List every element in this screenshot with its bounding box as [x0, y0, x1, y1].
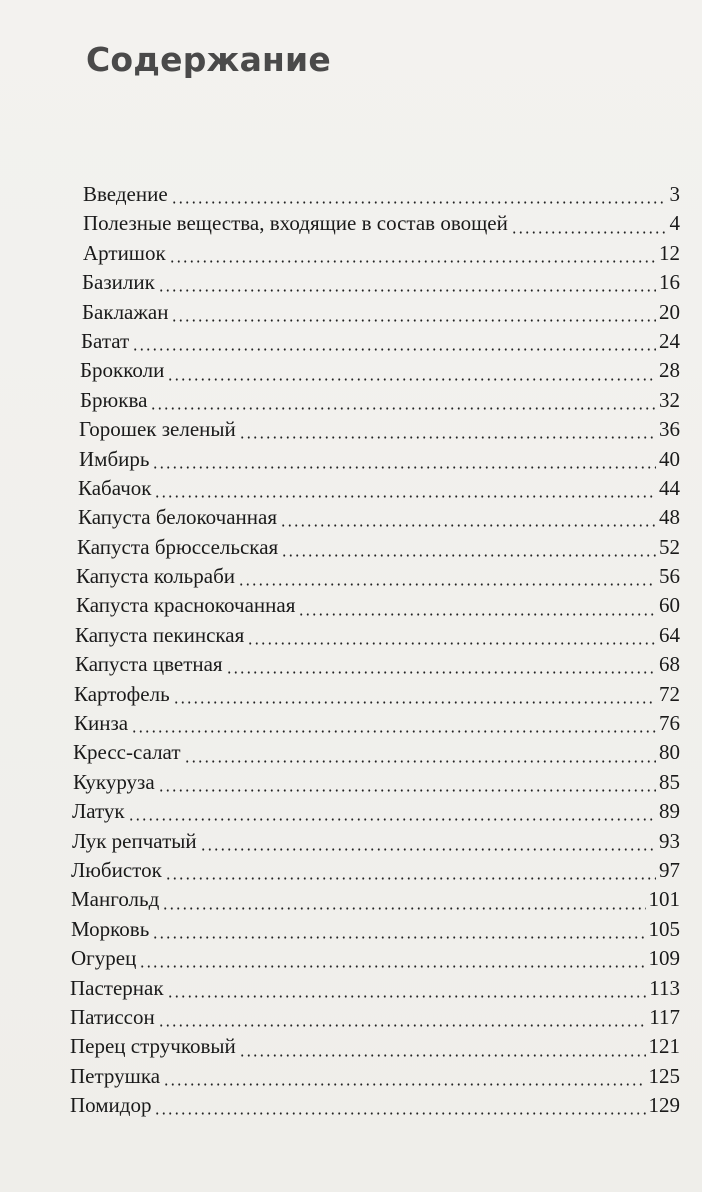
toc-entry-label: Картофель	[74, 681, 170, 706]
toc-entry-label: Морковь	[71, 916, 150, 941]
toc-entry-label: Капуста пекинская	[75, 622, 245, 647]
toc-entry-page: 129	[648, 1093, 680, 1118]
toc-entry-page: 80	[659, 740, 680, 765]
toc-entry-page: 52	[659, 534, 680, 559]
dot-leader	[132, 348, 656, 351]
toc-entry	[0, 298, 702, 327]
toc-entry-label: Батат	[81, 328, 130, 353]
dot-leader	[165, 877, 656, 880]
dot-leader	[167, 378, 656, 381]
dot-leader	[154, 1112, 645, 1115]
dot-leader	[226, 671, 656, 674]
dot-leader	[169, 260, 656, 263]
toc-entry	[0, 944, 702, 973]
dot-leader	[239, 436, 656, 439]
toc-entry-page: 76	[659, 711, 680, 736]
toc-entry	[0, 915, 702, 944]
dot-leader	[150, 407, 656, 410]
toc-entry	[0, 180, 702, 209]
toc-entry-label: Кукуруза	[73, 769, 155, 794]
toc-entry-label: Огурец	[71, 946, 137, 971]
dot-leader	[139, 965, 645, 968]
toc-entry-page: 28	[659, 358, 680, 383]
toc-entry-page: 3	[669, 182, 680, 206]
toc-entry-label: Капуста цветная	[75, 652, 223, 677]
toc-entry-page: 32	[659, 387, 680, 412]
toc-entry-label: Латук	[72, 799, 125, 824]
toc-entry-page: 72	[659, 681, 680, 706]
dot-leader	[280, 524, 656, 527]
dot-leader	[152, 466, 656, 469]
toc-entry-label: Капуста белокочанная	[78, 505, 277, 530]
toc-entry	[0, 1032, 702, 1061]
toc-entry	[0, 591, 702, 620]
toc-entry-page: 64	[659, 622, 680, 647]
dot-leader	[162, 907, 645, 910]
toc-entry-label: Кинза	[74, 711, 129, 736]
toc-entry-page: 12	[659, 240, 680, 265]
toc-entry-label: Базилик	[82, 270, 155, 295]
toc-entry	[0, 503, 702, 532]
toc-entry-label: Артишок	[83, 240, 166, 265]
toc-entry-page: 56	[659, 564, 680, 589]
toc-entry	[0, 827, 702, 856]
dot-leader	[511, 231, 667, 234]
toc-entry	[0, 1062, 702, 1091]
toc-entry-page: 97	[659, 857, 680, 882]
toc-entry-label: Введение	[83, 182, 168, 206]
page-title: Содержание	[86, 40, 331, 79]
toc-entry-page: 36	[659, 417, 680, 442]
toc-entry-page: 121	[648, 1034, 680, 1059]
dot-leader	[200, 848, 656, 851]
dot-leader	[158, 289, 656, 292]
toc-entry-label: Петрушка	[70, 1063, 161, 1088]
toc-entry	[0, 445, 702, 474]
toc-entry-label: Любисток	[71, 857, 162, 882]
toc-entry	[0, 327, 702, 356]
toc-entry-page: 89	[659, 799, 680, 824]
toc-entry-label: Кресс-салат	[73, 740, 181, 765]
toc-entry	[0, 621, 702, 650]
toc-entry	[0, 709, 702, 738]
toc-entry	[0, 474, 702, 503]
toc-entry	[0, 680, 702, 709]
toc-entry-page: 24	[659, 328, 680, 353]
toc-entry-label: Капуста краснокочанная	[76, 593, 296, 618]
toc-entry-page: 60	[659, 593, 680, 618]
toc-entry	[0, 738, 702, 767]
toc-entry	[0, 239, 702, 268]
table-of-contents	[0, 180, 702, 1121]
toc-entry-page: 20	[659, 299, 680, 324]
dot-leader	[173, 701, 656, 704]
toc-entry	[0, 562, 702, 591]
toc-entry	[0, 386, 702, 415]
toc-entry-page: 117	[649, 1004, 680, 1029]
dot-leader	[238, 583, 656, 586]
toc-entry-label: Помидор	[70, 1093, 152, 1118]
dot-leader	[167, 995, 647, 998]
toc-entry-label: Патиссон	[70, 1004, 155, 1029]
toc-entry	[0, 768, 702, 797]
toc-entry-page: 68	[659, 652, 680, 677]
toc-entry-page: 101	[648, 887, 680, 912]
dot-leader	[247, 642, 656, 645]
dot-leader	[158, 1024, 647, 1027]
toc-entry-page: 4	[669, 211, 680, 236]
toc-entry	[0, 1003, 702, 1032]
toc-entry-label: Брюква	[80, 387, 148, 412]
dot-leader	[171, 319, 656, 322]
dot-leader	[131, 730, 656, 733]
toc-entry-label: Капуста кольраби	[76, 564, 235, 589]
toc-entry-label: Капуста брюссельская	[77, 534, 279, 559]
toc-entry-page: 40	[659, 446, 680, 471]
toc-entry	[0, 356, 702, 385]
toc-entry-label: Пастернак	[70, 975, 164, 1000]
toc-entry-page: 109	[648, 946, 680, 971]
toc-entry-label: Брокколи	[80, 358, 165, 383]
toc-entry	[0, 1091, 702, 1120]
toc-entry-label: Мангольд	[71, 887, 160, 912]
toc-entry	[0, 209, 702, 238]
toc-entry	[0, 650, 702, 679]
dot-leader	[281, 554, 656, 557]
toc-entry	[0, 797, 702, 826]
toc-entry-page: 93	[659, 828, 680, 853]
toc-entry-label: Имбирь	[79, 446, 150, 471]
toc-entry	[0, 856, 702, 885]
dot-leader	[158, 789, 656, 792]
toc-entry	[0, 268, 702, 297]
dot-leader	[239, 1054, 646, 1057]
toc-entry-page: 85	[659, 769, 680, 794]
toc-entry-page: 16	[659, 270, 680, 295]
toc-entry-label: Полезные вещества, входящие в состав овощей	[83, 211, 508, 236]
dot-leader	[171, 201, 667, 204]
toc-entry	[0, 533, 702, 562]
toc-entry-label: Кабачок	[78, 475, 152, 500]
toc-entry-page: 44	[659, 475, 680, 500]
toc-entry-page: 48	[659, 505, 680, 530]
dot-leader	[154, 495, 656, 498]
toc-entry-page: 125	[648, 1063, 680, 1088]
toc-entry-page: 113	[649, 975, 680, 1000]
toc-entry	[0, 415, 702, 444]
dot-leader	[128, 818, 656, 821]
toc-entry-label: Баклажан	[82, 299, 169, 324]
dot-leader	[184, 760, 656, 763]
toc-entry	[0, 974, 702, 1003]
dot-leader	[298, 613, 656, 616]
toc-entry-label: Перец стручковый	[70, 1034, 236, 1059]
toc-entry	[0, 885, 702, 914]
toc-entry-label: Горошек зеленый	[79, 417, 236, 442]
toc-entry-label: Лук репчатый	[72, 828, 197, 853]
toc-entry-page: 105	[648, 916, 680, 941]
dot-leader	[163, 1083, 645, 1086]
dot-leader	[152, 936, 645, 939]
